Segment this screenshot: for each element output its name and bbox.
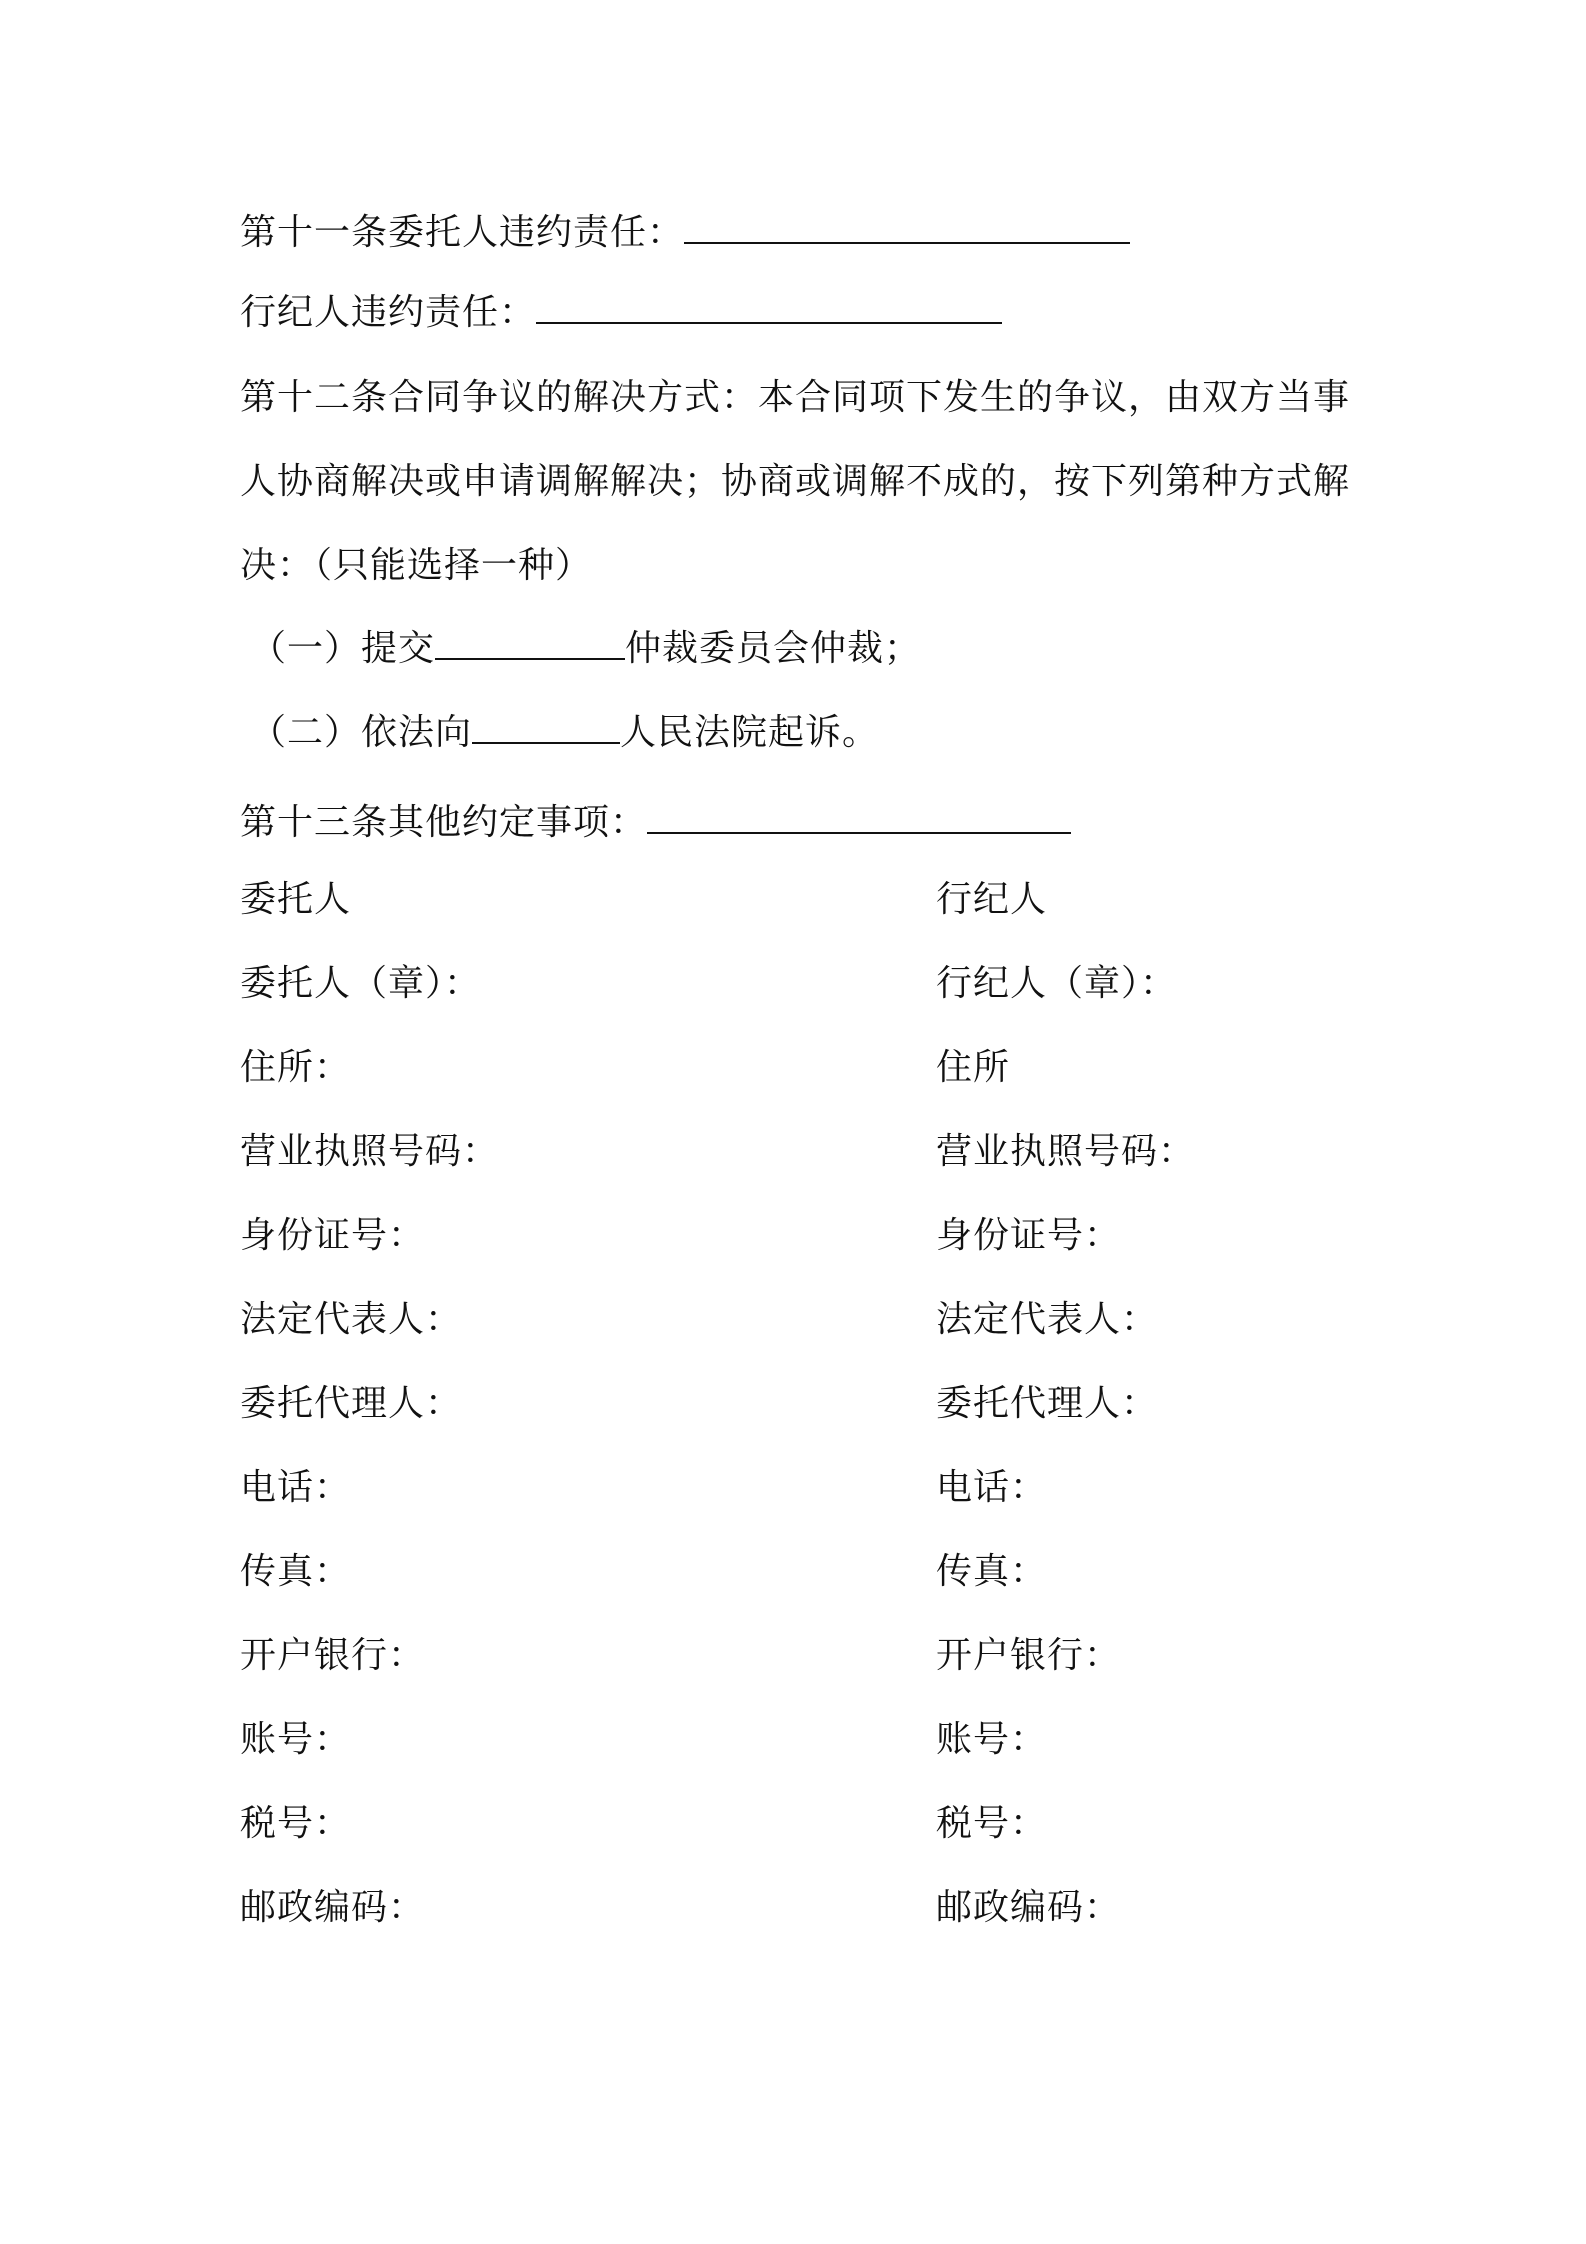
right-field-bank: 开户银行： [936,1635,1122,1676]
left-field-tax: 税号： [240,1803,352,1844]
right-field-agent: 委托代理人： [936,1383,1159,1424]
right-field-fax: 传真： [936,1551,1048,1592]
right-field-postcode: 邮政编码： [936,1887,1122,1928]
clause-12-line: 决：（只能选择一种） [240,545,593,586]
clause-11-broker-text: 行纪人违约责任： [240,292,537,333]
clause-12-line: 人协商解决或申请调解解决；协商或调解不成的，按下列第种方式解 [240,461,1351,502]
left-field-legal-rep: 法定代表人： [240,1299,463,1340]
clause-12-line: 第十二条合同争议的解决方式：本合同项下发生的争议，由双方当事 [240,377,1351,418]
option-2-suffix: 人民法院起诉。 [620,712,880,753]
left-field-address: 住所： [240,1047,352,1088]
left-party-heading: 委托人 [240,879,352,920]
fill-in-blank [435,624,625,660]
option-1-suffix: 仲裁委员会仲裁； [625,628,922,669]
right-field-address: 住所 [936,1047,1011,1088]
fill-in-blank [536,288,1002,324]
clause-13-line [240,798,1071,847]
clause-11-principal-line [240,208,1130,257]
left-field-seal: 委托人（章）： [240,963,482,1004]
right-field-tax: 税号： [936,1803,1048,1844]
fill-in-blank [647,798,1071,834]
right-field-legal-rep: 法定代表人： [936,1299,1159,1340]
right-party-heading: 行纪人 [936,879,1048,920]
left-field-agent: 委托代理人： [240,1383,463,1424]
left-field-id: 身份证号： [240,1215,426,1256]
right-field-account: 账号： [936,1719,1048,1760]
option-2-prefix: （二）依法向 [250,712,473,753]
fill-in-blank [684,208,1130,244]
right-field-license: 营业执照号码： [936,1131,1196,1172]
option-2-line [250,708,879,757]
clause-12-paragraph [240,356,1360,608]
fill-in-blank [472,708,620,744]
left-field-fax: 传真： [240,1551,352,1592]
left-field-bank: 开户银行： [240,1635,426,1676]
right-field-id: 身份证号： [936,1215,1122,1256]
left-field-phone: 电话： [240,1467,352,1508]
option-1-line [250,624,921,673]
clause-11-broker-line [240,288,1002,337]
clause-13-text: 第十三条其他约定事项： [240,802,648,843]
right-field-seal: 行纪人（章）： [936,963,1178,1004]
left-field-postcode: 邮政编码： [240,1887,426,1928]
option-1-prefix: （一）提交 [250,628,436,669]
right-field-phone: 电话： [936,1467,1048,1508]
clause-11-principal-text: 第十一条委托人违约责任： [240,212,685,253]
left-field-license: 营业执照号码： [240,1131,500,1172]
left-field-account: 账号： [240,1719,352,1760]
